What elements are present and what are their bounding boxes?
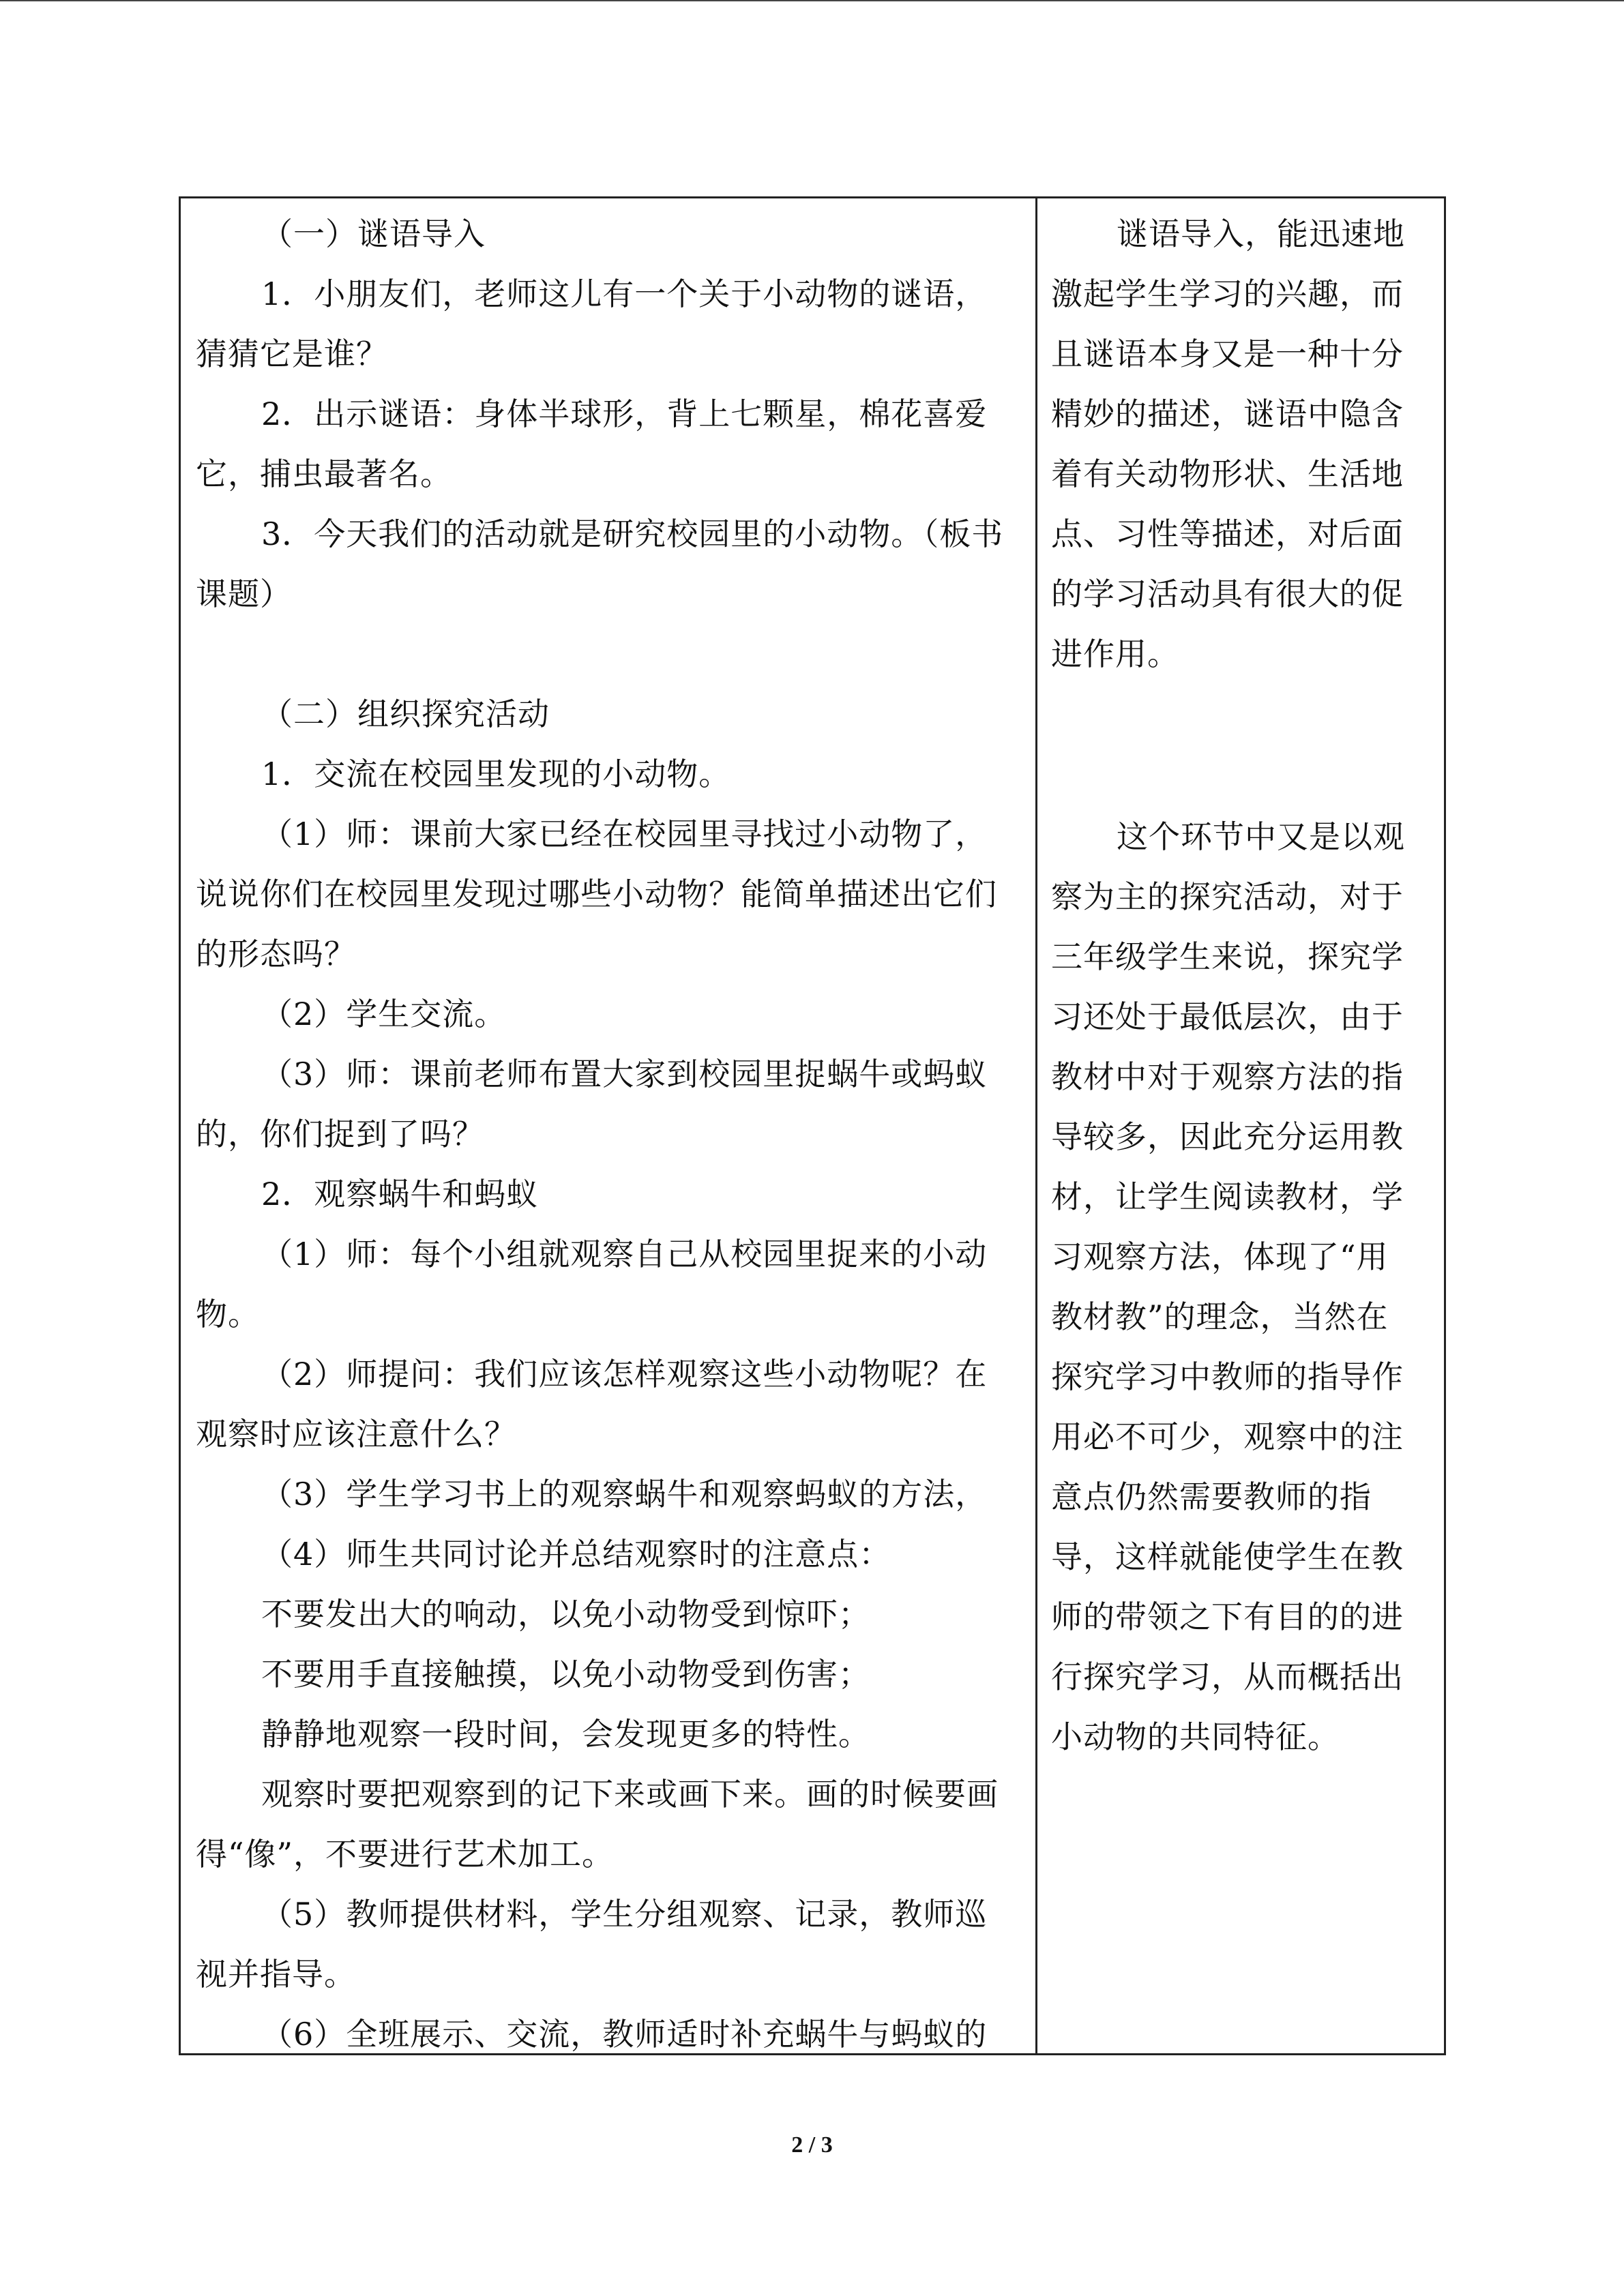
main-text-line: 课题） xyxy=(196,576,292,612)
note-text-line: 用必不可少，观察中的注 xyxy=(1051,1418,1404,1455)
note-text-line: 教材教”的理念，当然在 xyxy=(1051,1298,1389,1335)
main-text-line: 的形态吗？ xyxy=(196,936,356,972)
note-text-line: 教材中对于观察方法的指 xyxy=(1051,1058,1404,1095)
main-text-line: 说说你们在校园里发现过哪些小动物？能简单描述出它们 xyxy=(196,876,997,912)
main-text-line: 1．交流在校园里发现的小动物。 xyxy=(261,756,731,792)
main-text-line: （1）师：课前大家已经在校园里寻找过小动物了， xyxy=(261,816,988,852)
main-text-line: （1）师：每个小组就观察自己从校园里捉来的小动 xyxy=(261,1236,988,1272)
main-text-line: 的，你们捉到了吗？ xyxy=(196,1116,484,1152)
lesson-table xyxy=(179,196,1446,2055)
column-divider xyxy=(1035,198,1037,2053)
note-text-line: 察为主的探究活动，对于 xyxy=(1051,878,1404,915)
note-text-line: 师的带领之下有目的的进 xyxy=(1051,1598,1404,1635)
main-text-line: 静静地观察一段时间，会发现更多的特性。 xyxy=(261,1716,870,1753)
main-text-line: 物。 xyxy=(196,1296,260,1332)
note-text-line: 探究学习中教师的指导作 xyxy=(1051,1358,1404,1395)
note-text-line: 行探究学习，从而概括出 xyxy=(1051,1658,1404,1695)
note-text-line: 导较多，因此充分运用教 xyxy=(1051,1118,1404,1155)
main-text-line: （二）组织探究活动 xyxy=(261,696,550,732)
main-text-line: 1．小朋友们，老师这儿有一个关于小动物的谜语， xyxy=(261,275,988,312)
main-text-line: 3．今天我们的活动就是研究校园里的小动物。（板书 xyxy=(261,516,1004,552)
main-text-line: （一）谜语导入 xyxy=(261,215,486,252)
note-text-line: 习还处于最低层次，由于 xyxy=(1051,998,1404,1035)
note-text-line: 激起学生学习的兴趣，而 xyxy=(1051,275,1404,312)
page-number: 2 / 3 xyxy=(791,2132,833,2158)
note-text-line: 的学习活动具有很大的促 xyxy=(1051,576,1404,612)
main-text-line: 2．观察蜗牛和蚂蚁 xyxy=(261,1176,539,1212)
main-text-line: 视并指导。 xyxy=(196,1956,356,1993)
note-text-line: 点、习性等描述，对后面 xyxy=(1051,516,1404,552)
note-text-line: 习观察方法，体现了“用 xyxy=(1051,1238,1389,1275)
main-text-line: （3）师：课前老师布置大家到校园里捉蜗牛或蚂蚁 xyxy=(261,1056,988,1092)
main-text-line: 2．出示谜语：身体半球形，背上七颗星，棉花喜爱 xyxy=(261,396,988,432)
main-text-line: 得“像”，不要进行艺术加工。 xyxy=(196,1836,615,1873)
main-text-line: 不要发出大的响动，以免小动物受到惊吓； xyxy=(261,1596,870,1632)
note-text-line: 意点仍然需要教师的指 xyxy=(1051,1478,1372,1515)
main-text-line: （2）学生交流。 xyxy=(261,996,507,1032)
main-text-line: 猜猜它是谁？ xyxy=(196,336,388,372)
note-text-line: 着有关动物形状、生活地 xyxy=(1051,456,1404,492)
note-text-line: 材，让学生阅读教材，学 xyxy=(1051,1178,1404,1215)
note-text-line: 导，这样就能使学生在教 xyxy=(1051,1538,1404,1575)
note-text-line: 精妙的描述，谜语中隐含 xyxy=(1051,396,1404,432)
page-top-border xyxy=(0,0,1624,1)
main-text-line: （6）全班展示、交流，教师适时补充蜗牛与蚂蚁的 xyxy=(261,2016,988,2053)
main-text-line: （4）师生共同讨论并总结观察时的注意点： xyxy=(261,1536,891,1572)
note-text-line: 小动物的共同特征。 xyxy=(1051,1718,1340,1755)
note-text-line: 谜语导入，能迅速地 xyxy=(1117,215,1405,252)
note-text-line: 这个环节中又是以观 xyxy=(1117,818,1405,855)
main-text-line: 观察时要把观察到的记下来或画下来。画的时候要画 xyxy=(261,1776,999,1813)
note-text-line: 三年级学生来说，探究学 xyxy=(1051,938,1404,975)
note-text-line: 进作用。 xyxy=(1051,636,1179,672)
main-text-line: 不要用手直接触摸，以免小动物受到伤害； xyxy=(261,1656,870,1693)
main-text-line: 它，捕虫最著名。 xyxy=(196,456,452,492)
main-text-line: （2）师提问：我们应该怎样观察这些小动物呢？在 xyxy=(261,1356,988,1392)
main-text-line: 观察时应该注意什么？ xyxy=(196,1416,516,1452)
note-text-line: 且谜语本身又是一种十分 xyxy=(1051,336,1404,372)
main-text-line: （5）教师提供材料，学生分组观察、记录，教师巡 xyxy=(261,1896,988,1933)
main-text-line: （3）学生学习书上的观察蜗牛和观察蚂蚁的方法， xyxy=(261,1476,988,1512)
